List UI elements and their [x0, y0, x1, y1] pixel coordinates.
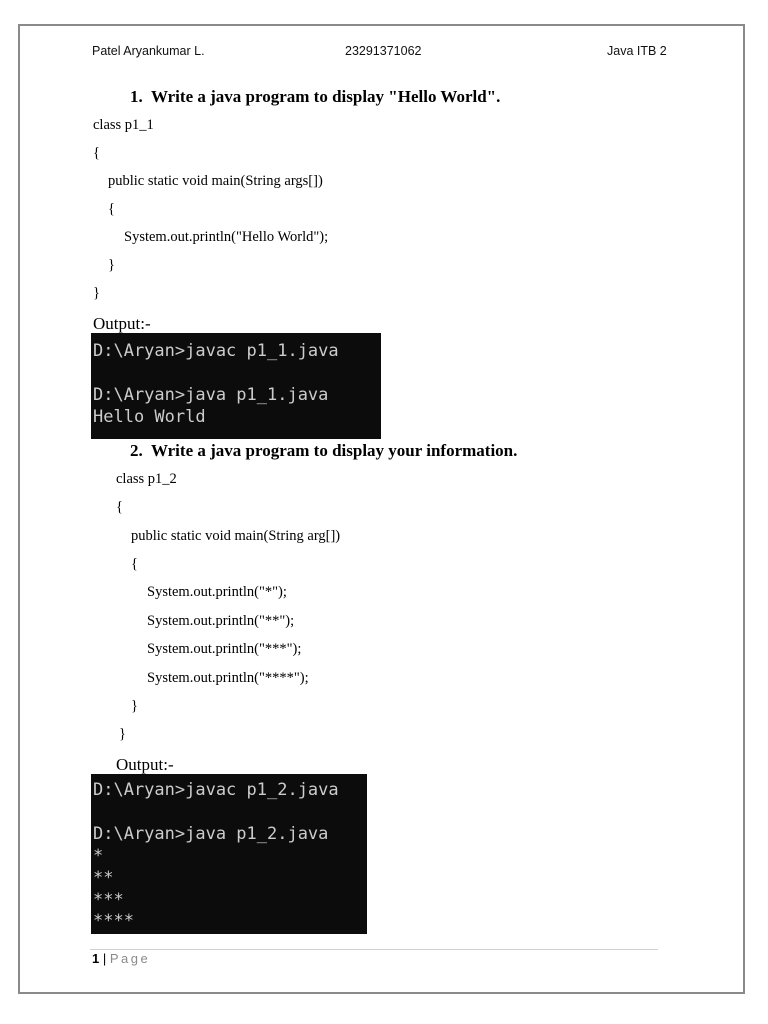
- code-line: }: [131, 698, 138, 714]
- code-line: }: [108, 257, 115, 273]
- terminal-line: Hello World: [93, 407, 206, 427]
- code-line: System.out.println("*");: [147, 584, 287, 600]
- terminal-screenshot-2: [91, 774, 367, 934]
- header-course: Java ITB 2: [607, 44, 667, 58]
- code-line: {: [108, 201, 115, 217]
- header-author-name: Patel Aryankumar L.: [92, 44, 205, 58]
- code-line: class p1_1: [93, 117, 154, 133]
- question-1-title: 1. Write a java program to display "Hello World".: [130, 87, 501, 106]
- code-line: System.out.println("**");: [147, 613, 295, 629]
- terminal-line: **: [93, 868, 114, 888]
- page-footer: [92, 951, 150, 966]
- header-enrollment-id: 23291371062: [345, 44, 422, 58]
- output-label: Output:-: [116, 755, 174, 774]
- code-line: }: [93, 285, 100, 301]
- terminal-line: ***: [93, 890, 124, 910]
- code-line: System.out.println("****");: [147, 670, 309, 686]
- footer-separator: |: [102, 951, 107, 966]
- terminal-line: D:\Aryan>java p1_2.java: [93, 824, 329, 844]
- page-label: Page: [109, 951, 151, 966]
- code-line: class p1_2: [116, 471, 177, 487]
- code-line: {: [116, 499, 123, 515]
- code-line: System.out.println("***");: [147, 641, 302, 657]
- output-label: Output:-: [93, 314, 151, 333]
- code-line: {: [131, 556, 138, 572]
- code-line: }: [119, 726, 126, 742]
- terminal-line: ****: [93, 911, 134, 931]
- code-line: public static void main(String arg[]): [131, 528, 341, 544]
- code-line: System.out.println("Hello World");: [124, 229, 329, 245]
- terminal-line: *: [93, 846, 104, 866]
- terminal-screenshot-1: [91, 333, 381, 439]
- terminal-line: D:\Aryan>java p1_1.java: [93, 385, 329, 405]
- code-line: {: [93, 145, 100, 161]
- footer-rule: [90, 949, 658, 950]
- code-line: public static void main(String args[]): [108, 173, 323, 189]
- terminal-line: D:\Aryan>javac p1_1.java: [93, 341, 339, 361]
- terminal-line: D:\Aryan>javac p1_2.java: [93, 780, 339, 800]
- question-2-title: 2. Write a java program to display your information.: [130, 441, 518, 460]
- page-number: 1: [92, 951, 100, 966]
